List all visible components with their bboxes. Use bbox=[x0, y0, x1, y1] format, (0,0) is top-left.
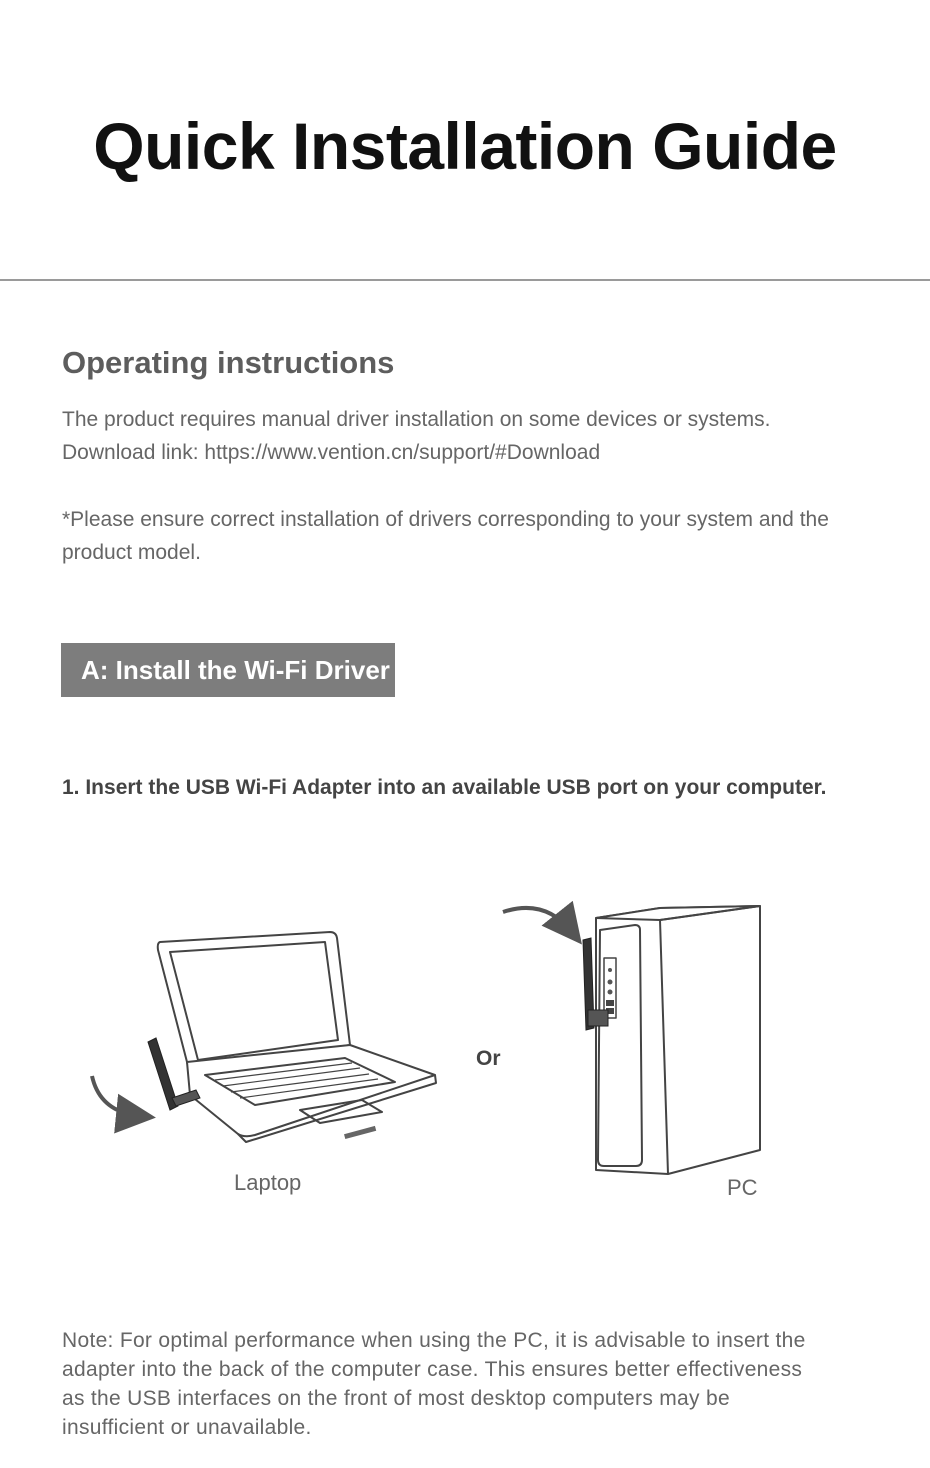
driver-warning-text: *Please ensure correct installation of drivers corresponding to your system and the product model. bbox=[62, 508, 829, 564]
driver-requirement-text: The product requires manual driver installation on some devices or systems. bbox=[62, 408, 771, 431]
pc-tower-icon bbox=[596, 906, 760, 1174]
pc-placement-note: Note: For optimal performance when using the PC, it is advisable to insert the adapter into the back of the computer case. This ensures better effectiveness as the USB interfaces on the front of most desktop computers may be insufficient or unavailable. bbox=[62, 1329, 806, 1439]
page-title: Quick Installation Guide bbox=[93, 109, 837, 183]
laptop-arrow-icon bbox=[92, 1076, 140, 1116]
or-label: Or bbox=[476, 1047, 501, 1070]
operating-instructions-text bbox=[62, 403, 770, 469]
section-a-label: A: Install the Wi-Fi Driver bbox=[81, 655, 390, 685]
operating-instructions-heading: Operating instructions bbox=[62, 345, 395, 380]
laptop-label: Laptop bbox=[234, 1170, 302, 1195]
laptop-icon bbox=[158, 932, 436, 1142]
download-link-text: Download link: https://www.vention.cn/support/#Download bbox=[62, 441, 601, 464]
section-a-label-box bbox=[61, 643, 395, 697]
step-1-instruction: 1. Insert the USB Wi-Fi Adapter into an available USB port on your computer. bbox=[62, 776, 827, 799]
title-divider bbox=[0, 279, 930, 281]
pc-label: PC bbox=[727, 1175, 758, 1200]
installation-illustration bbox=[0, 880, 930, 1220]
pc-arrow-icon bbox=[503, 908, 572, 932]
